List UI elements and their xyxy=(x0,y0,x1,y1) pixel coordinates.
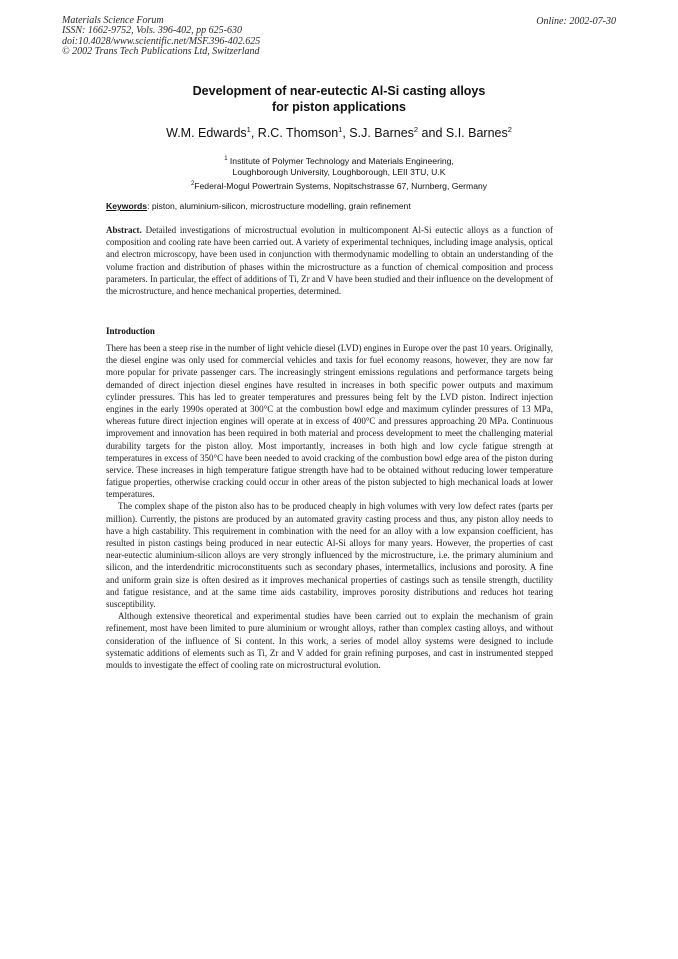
paper-title-line-1: Development of near-eutectic Al-Si casting alloys xyxy=(192,84,486,98)
affiliation-text: Institute of Polymer Technology and Materials Engineering, xyxy=(229,155,454,166)
author-name: W.M. Edwards xyxy=(166,126,247,141)
journal-doi: doi:10.4028/www.scientific.net/MSF.396-402.625 xyxy=(62,35,261,47)
journal-citation-block xyxy=(62,16,260,58)
author-affiliation-mark: 1 xyxy=(338,125,343,134)
abstract-label: Abstract. xyxy=(106,225,142,235)
affiliation-number: 2 xyxy=(190,180,195,187)
affiliation-1 xyxy=(0,154,678,167)
author-name: R.C. Thomson xyxy=(257,126,339,141)
author-list xyxy=(0,125,678,140)
author-affiliation-mark: 2 xyxy=(413,125,419,134)
author-separator: and xyxy=(418,126,446,141)
keywords-line xyxy=(106,201,411,211)
paper-title-line-2: for piston applications xyxy=(271,99,407,114)
online-date: Online: 2002-07-30 xyxy=(536,16,616,27)
journal-name: Materials Science Forum xyxy=(62,15,164,26)
author-affiliation-mark: 2 xyxy=(507,125,512,134)
affiliation-list xyxy=(0,154,678,192)
affiliation-2 xyxy=(0,179,678,192)
keywords-label: Keywords xyxy=(106,201,148,211)
paper-title xyxy=(0,84,678,115)
author-name: S.J. Barnes xyxy=(349,126,414,141)
journal-copyright: © 2002 Trans Tech Publications Ltd, Switzerland xyxy=(62,46,260,58)
abstract xyxy=(106,224,553,297)
affiliation-text: Federal-Mogul Powertrain Systems, Nopitschstrasse 67, Nurnberg, Germany xyxy=(194,180,488,191)
affiliation-number: 1 xyxy=(224,156,228,162)
abstract-text: Detailed investigations of microstructual evolution in multicomponent Al-Si eutectic alloys as a function of composition and cooling rate have been carried out. A variety of experimental techniques, including image analysis, optical and electron microscopy, have been used in conjunction with thermodynamic modelling to obtain an understanding of the volume fraction and distribution of phases within the microstructure as a function of chemical composition and process parameters. In particular, the effect of additions of Ti, Zr and V have been studied and their influence on the development of the microstructure, and hence mechanical properties, determined. xyxy=(106,225,553,296)
author-separator: , xyxy=(342,126,350,141)
keywords-text: : piston, aluminium-silicon, microstructure modelling, grain refinement xyxy=(147,201,411,211)
introduction-heading: Introduction xyxy=(106,326,155,336)
author-affiliation-mark: 1 xyxy=(246,125,251,134)
introduction-paragraph-1: There has been a steep rise in the number of light vehicle diesel (LVD) engines in Europe over the past 10 years. Originally, the diesel engine was only used for commercial vehicles and taxis for fuel economy reasons, however, they are now far more popular for private passenger cars. The increasingly stringent emissions regulations and performance targets being demanded of direct injection diesel engines have resulted in increases in both specific power outputs and maximum cylinder pressures. This has led to greater temperatures and pressures being felt by the LVD piston. Indirect injection engines in the early 1990s operated at 300°C at the combustion bowl edge and maximum cylinder pressures of 13 MPa, whereas future direct injection engines will operate at in excess of 400°C and pressures approaching 20 MPa. Continuous improvement and innovation has been required in both material and process development to meet the challenging material durability targets for the piston alloy. Most importantly, increases in both high and low cycle fatigue strength at temperatures in excess of 350°C have been needed to avoid cracking of the combustion bowl edge area of the piston during service. These increases in high temperature fatigue strength have had to be obtained without reducing lower temperature fatigue properties, otherwise cracking could occur in other areas of the piston subjected to high mechanical loads at lower temperatures. xyxy=(106,343,553,500)
journal-issn: ISSN: 1662-9752, Vols. 396-402, pp 625-630 xyxy=(62,25,242,37)
affiliation-1-continued: Loughborough University, Loughborough, LEII 3TU, U.K xyxy=(232,167,446,178)
author-separator: , xyxy=(250,126,258,141)
introduction-body xyxy=(106,342,553,671)
introduction-paragraph-2: The complex shape of the piston also has to be produced cheaply in high volumes with very low defect rates (parts per million). Currently, the pistons are produced by an automated gravity casting process and thus, any piston alloy needs to have a high castability. This requirement in combination with the need for an alloy with a low expansion coefficient, has resulted in piston castings being produced in near eutectic Al-Si alloys for many years. However, the properties of cast near-eutectic aluminium-silicon alloys are very strongly influenced by the microstructure, i.e. the primary aluminium and silicon, and the interdendritic microconstituents such as secondary phases, intermetallics, inclusions and porosity. A fine and uniform grain size is often desired as it improves mechanical properties of castings such as tensile strength, ductility and fatigue resistance, and at the same time aids castability, improves porosity distributions and reduces hot tearing susceptibility. xyxy=(106,501,553,609)
introduction-paragraph-3: Although extensive theoretical and experimental studies have been carried out to explain the mechanism of grain refinement, most have been limited to pure aluminium or wrought alloys, rather than complex casting alloys, and without consideration of the influence of Si content. In this work, a series of model alloy systems were designed to include systematic additions of elements such as Ti, Zr and V added for grain refining purposes, and cast in instrumented stepped moulds to investigate the effect of cooling rate on microstructural evolution. xyxy=(106,611,553,670)
author-name: S.I. Barnes xyxy=(445,126,508,141)
